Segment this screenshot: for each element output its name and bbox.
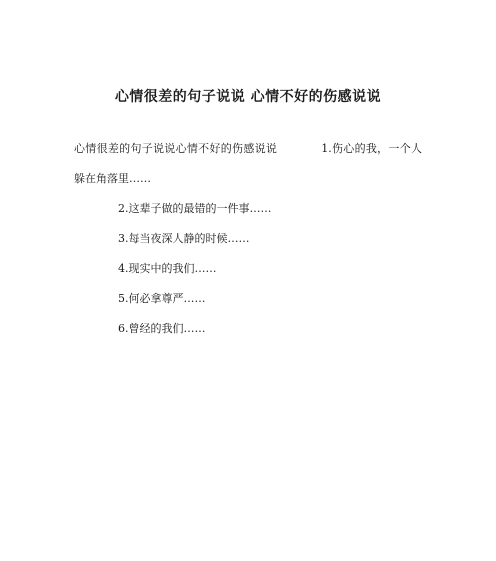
paragraph-4: 4.现实中的我们…… [118,262,217,275]
paragraph-3: 3.每当夜深人静的时候…… [118,232,250,245]
document-title: 心情很差的句子说说 心情不好的伤感说说 [114,89,382,105]
paragraph-6: 6.曾经的我们…… [118,322,206,335]
document-body [74,134,422,344]
paragraph-5: 5.何必拿尊严…… [118,292,206,305]
intro-text: 心情很差的句子说说心情不好的伤感说说 [74,142,278,155]
paragraph-2: 2.这辈子做的最错的一件事…… [118,202,272,215]
intro-paragraph [74,134,422,194]
paragraph-1: 1.伤心的我，一个人躲在角落里…… [74,142,423,185]
